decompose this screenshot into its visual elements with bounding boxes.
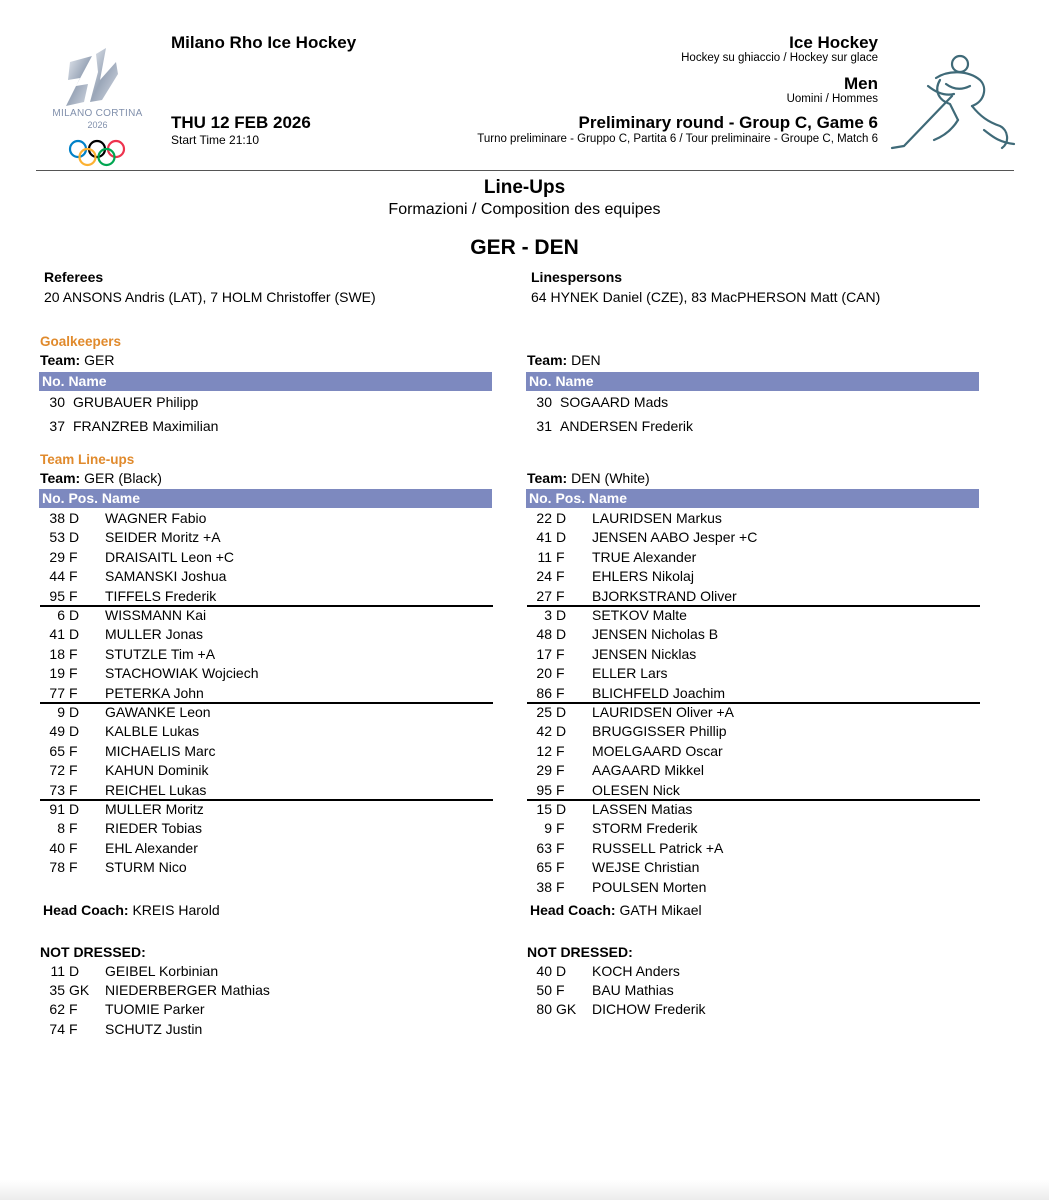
not-dressed-row [40, 962, 493, 981]
player-row [40, 684, 493, 703]
player-number: 95 [536, 781, 552, 798]
player-number: 35 [49, 982, 65, 999]
player-name: JENSEN AABO Jesper +C [592, 529, 758, 546]
sport-title: Ice Hockey [789, 33, 878, 52]
team-value: DEN [571, 352, 601, 368]
player-number: 12 [536, 742, 552, 759]
player-number: 53 [49, 529, 65, 546]
player-position: F [69, 645, 78, 662]
player-row [40, 528, 493, 547]
logo-year: 2026 [87, 120, 108, 130]
player-name: SEIDER Moritz +A [105, 529, 221, 546]
player-number: 95 [49, 587, 65, 604]
player-number: 17 [536, 645, 552, 662]
player-position: F [556, 762, 565, 779]
page-bottom-shadow [0, 1180, 1049, 1200]
player-number: 31 [536, 418, 552, 434]
player-row [527, 684, 980, 703]
player-name: RUSSELL Patrick +A [592, 839, 724, 856]
player-number: 48 [536, 626, 552, 643]
player-name: DICHOW Frederik [592, 1001, 706, 1018]
ger-not-dressed-list [40, 962, 493, 1042]
team-lineups-section-label: Team Line-ups [40, 452, 135, 467]
player-row [40, 645, 493, 664]
ice-hockey-pictogram [888, 50, 1018, 155]
player-position: F [69, 1001, 78, 1018]
ger-head-coach [43, 902, 220, 918]
team-label: Team: [527, 470, 568, 486]
player-position: GK [556, 1001, 577, 1018]
player-number: 37 [49, 418, 65, 434]
team-value: GER [84, 352, 115, 368]
olympic-rings-icon [70, 141, 124, 165]
player-number: 29 [536, 762, 552, 779]
player-name: LASSEN Matias [592, 801, 693, 817]
player-name: AAGAARD Mikkel [592, 762, 705, 779]
player-row [527, 664, 980, 683]
player-position: D [556, 963, 567, 979]
player-number: 77 [49, 684, 65, 701]
player-row [527, 800, 980, 819]
player-name: TIFFELS Frederik [105, 587, 217, 604]
player-number: 40 [536, 963, 552, 979]
start-time: Start Time 21:10 [171, 133, 260, 147]
head-coach-name: KREIS Harold [132, 902, 220, 918]
team-label: Team: [40, 352, 81, 368]
player-position: D [69, 723, 80, 740]
player-name: KAHUN Dominik [105, 762, 209, 779]
player-name: TRUE Alexander [592, 548, 697, 565]
player-name: STACHOWIAK Wojciech [105, 665, 259, 682]
player-name: EHL Alexander [105, 839, 198, 856]
goalkeepers-section-label: Goalkeepers [40, 334, 122, 349]
head-coach-label: Head Coach: [530, 902, 616, 918]
player-position: F [69, 684, 78, 701]
player-name: REICHEL Lukas [105, 781, 207, 798]
player-name: BLICHFELD Joachim [592, 684, 726, 701]
player-position: F [556, 859, 565, 876]
player-position: D [69, 607, 80, 623]
player-name: ELLER Lars [592, 665, 668, 682]
player-number: 72 [49, 762, 65, 779]
player-number: 41 [49, 626, 65, 643]
referees-label: Referees [44, 269, 104, 285]
player-position: F [556, 665, 565, 682]
player-row [527, 858, 980, 877]
player-name: JENSEN Nicholas B [592, 626, 719, 643]
player-position: F [69, 568, 78, 585]
player-number: 91 [49, 801, 65, 817]
player-row [40, 548, 493, 567]
player-number: 86 [536, 684, 552, 701]
player-number: 20 [536, 665, 552, 682]
player-position: D [69, 626, 80, 643]
team-value: GER (Black) [84, 470, 162, 486]
head-coach-name: GATH Mikael [619, 902, 702, 918]
header-divider [36, 170, 1014, 171]
player-number: 73 [49, 781, 65, 798]
player-name: STORM Frederik [592, 820, 698, 837]
player-row [527, 587, 980, 606]
player-name: RIEDER Tobias [105, 820, 203, 837]
round-subtitle: Turno preliminare - Gruppo C, Partita 6 / Tour preliminaire - Groupe C, Match 6 [477, 133, 878, 145]
player-position: GK [69, 982, 90, 999]
player-row [527, 548, 980, 567]
player-name: SOGAARD Mads [560, 394, 669, 410]
player-row [527, 645, 980, 664]
player-name: OLESEN Nick [592, 781, 680, 798]
ger-lineup-header: No. Pos. Name [39, 489, 492, 508]
team-label: Team: [527, 352, 568, 368]
player-name: WAGNER Fabio [105, 510, 207, 526]
player-position: F [556, 982, 565, 999]
gender-title: Men [844, 74, 878, 93]
player-position: F [556, 878, 565, 895]
player-number: 11 [537, 548, 552, 565]
player-position: D [69, 529, 80, 546]
logo-text: MILANO CORTINA [52, 108, 143, 119]
player-row [40, 800, 493, 819]
player-position: F [69, 548, 78, 565]
player-position: D [69, 963, 80, 979]
player-row [527, 567, 980, 586]
player-position: F [556, 839, 565, 856]
player-name: STURM Nico [105, 859, 187, 876]
player-name: WEJSE Christian [592, 859, 700, 876]
player-position: F [556, 742, 565, 759]
player-row [527, 509, 980, 528]
player-position: F [69, 587, 78, 604]
ger-goalkeepers-list [40, 393, 493, 443]
player-position: D [556, 801, 567, 817]
player-row [40, 858, 493, 877]
player-name: NIEDERBERGER Mathias [105, 982, 270, 999]
player-row [40, 509, 493, 528]
player-number: 11 [50, 963, 65, 979]
player-number: 63 [536, 839, 552, 856]
player-position: D [556, 723, 567, 740]
player-position: F [556, 645, 565, 662]
match-title: GER - DEN [470, 236, 579, 259]
player-number: 65 [49, 742, 65, 759]
den-lineup-header: No. Pos. Name [526, 489, 979, 508]
player-name: KALBLE Lukas [105, 723, 200, 740]
player-row [527, 878, 980, 897]
player-position: F [556, 820, 565, 837]
player-number: 50 [536, 982, 552, 999]
page-title: Line-Ups [483, 177, 566, 198]
head-coach-label: Head Coach: [43, 902, 129, 918]
player-name: JENSEN Nicklas [592, 645, 697, 662]
player-name: DRAISAITL Leon +C [105, 548, 235, 565]
player-row [40, 839, 493, 858]
player-position: D [69, 801, 80, 817]
player-number: 30 [536, 394, 552, 410]
player-number: 49 [49, 723, 65, 740]
round-title: Preliminary round - Group C, Game 6 [578, 113, 878, 132]
not-dressed-row [40, 981, 493, 1000]
team-value: DEN (White) [571, 470, 650, 486]
not-dressed-row [527, 1000, 980, 1019]
player-number: 62 [49, 1001, 65, 1018]
player-position: F [69, 1020, 78, 1037]
player-number: 65 [536, 859, 552, 876]
player-number: 27 [536, 587, 552, 604]
player-number: 22 [536, 510, 552, 526]
player-row [40, 722, 493, 741]
player-number: 78 [49, 859, 65, 876]
ger-not-dressed-label: NOT DRESSED: [40, 944, 146, 960]
player-position: F [556, 587, 565, 604]
linespersons-label: Linespersons [531, 269, 623, 285]
den-lineup-team [527, 470, 650, 486]
not-dressed-row [40, 1000, 493, 1019]
player-row [40, 761, 493, 780]
player-number: 6 [57, 607, 65, 623]
player-name: MOELGAARD Oscar [592, 742, 723, 759]
match-date: THU 12 FEB 2026 [171, 113, 311, 132]
player-position: D [556, 529, 567, 546]
player-position: F [556, 568, 565, 585]
player-number: 30 [49, 394, 65, 410]
games-emblem-icon [40, 40, 155, 170]
ger-lineup-team [40, 470, 162, 486]
player-name: LAURIDSEN Oliver +A [592, 704, 734, 720]
player-name: MICHAELIS Marc [105, 742, 216, 759]
player-row [527, 781, 980, 800]
player-position: F [556, 684, 565, 701]
player-name: TUOMIE Parker [105, 1001, 205, 1018]
player-position: D [556, 626, 567, 643]
player-position: F [69, 820, 78, 837]
den-goalkeepers-team [527, 352, 601, 368]
player-row [527, 742, 980, 761]
player-number: 9 [57, 704, 65, 720]
den-head-coach [530, 902, 702, 918]
den-lineup-table [527, 509, 980, 899]
linespersons-list: 64 HYNEK Daniel (CZE), 83 MacPHERSON Matt (CAN) [531, 289, 881, 305]
gender-subtitle: Uomini / Hommes [786, 93, 878, 105]
player-position: F [556, 781, 565, 798]
player-position: F [556, 548, 565, 565]
sport-subtitle: Hockey su ghiaccio / Hockey sur glace [681, 52, 878, 64]
player-name: GRUBAUER Philipp [73, 394, 199, 410]
player-number: 15 [536, 801, 552, 817]
page-subtitle: Formazioni / Composition des equipes [388, 201, 661, 218]
player-row [40, 567, 493, 586]
player-row [40, 625, 493, 644]
player-name: SETKOV Malte [592, 607, 687, 623]
not-dressed-row [527, 962, 980, 981]
player-name: PETERKA John [105, 684, 204, 701]
ger-goalkeepers-header: No. Name [39, 372, 492, 391]
player-number: 18 [49, 645, 65, 662]
player-row [40, 587, 493, 606]
player-row [527, 819, 980, 838]
player-row [40, 781, 493, 800]
player-name: STUTZLE Tim +A [105, 645, 216, 662]
player-row [40, 606, 493, 625]
venue-name: Milano Rho Ice Hockey [171, 33, 357, 52]
player-number: 40 [49, 839, 65, 856]
player-name: FRANZREB Maximilian [73, 418, 219, 434]
player-name: SAMANSKI Joshua [105, 568, 227, 585]
player-position: D [556, 704, 567, 720]
player-number: 19 [49, 665, 65, 682]
player-number: 74 [49, 1020, 65, 1037]
goalkeeper-row [527, 393, 980, 412]
player-name: MULLER Jonas [105, 626, 204, 643]
player-position: D [556, 607, 567, 623]
player-name: GEIBEL Korbinian [105, 963, 219, 979]
player-row [527, 625, 980, 644]
goalkeeper-row [527, 417, 980, 436]
player-name: ANDERSEN Frederik [560, 418, 694, 434]
player-name: EHLERS Nikolaj [592, 568, 694, 585]
player-row [40, 819, 493, 838]
referees-list: 20 ANSONS Andris (LAT), 7 HOLM Christoffer (SWE) [44, 289, 376, 305]
player-number: 29 [49, 548, 65, 565]
player-position: D [69, 510, 80, 526]
team-label: Team: [40, 470, 81, 486]
milano-cortina-logo [40, 40, 155, 170]
player-name: WISSMANN Kai [105, 607, 207, 623]
player-position: D [556, 510, 567, 526]
goalkeeper-row [40, 393, 493, 412]
not-dressed-row [40, 1020, 493, 1039]
player-name: KOCH Anders [592, 963, 680, 979]
player-row [527, 606, 980, 625]
player-row [527, 839, 980, 858]
player-name: POULSEN Morten [592, 878, 707, 895]
player-position: D [69, 704, 80, 720]
player-number: 80 [536, 1001, 552, 1018]
not-dressed-row [527, 981, 980, 1000]
player-row [40, 664, 493, 683]
player-number: 38 [49, 510, 65, 526]
player-number: 41 [536, 529, 552, 546]
player-name: GAWANKE Leon [105, 704, 211, 720]
player-number: 42 [536, 723, 552, 740]
player-position: F [69, 762, 78, 779]
player-position: F [69, 839, 78, 856]
player-row [40, 742, 493, 761]
player-position: F [69, 781, 78, 798]
player-number: 24 [536, 568, 552, 585]
player-name: LAURIDSEN Markus [592, 510, 722, 526]
den-goalkeepers-header: No. Name [526, 372, 979, 391]
den-goalkeepers-list [527, 393, 980, 443]
player-number: 44 [49, 568, 65, 585]
hockey-player-icon [888, 50, 1018, 155]
player-number: 38 [536, 878, 552, 895]
player-row [527, 722, 980, 741]
player-name: BRUGGISSER Phillip [592, 723, 727, 740]
player-row [527, 528, 980, 547]
player-row [40, 703, 493, 722]
ger-lineup-table [40, 509, 493, 899]
player-row [527, 761, 980, 780]
player-number: 3 [544, 607, 552, 623]
goalkeeper-row [40, 417, 493, 436]
player-row [527, 703, 980, 722]
den-not-dressed-label: NOT DRESSED: [527, 944, 633, 960]
player-name: BAU Mathias [592, 982, 674, 999]
player-position: F [69, 665, 78, 682]
player-number: 8 [57, 820, 65, 837]
player-position: F [69, 859, 78, 876]
player-name: MULLER Moritz [105, 801, 204, 817]
player-number: 9 [544, 820, 552, 837]
den-not-dressed-list [527, 962, 980, 1042]
player-name: BJORKSTRAND Oliver [592, 587, 737, 604]
player-name: SCHUTZ Justin [105, 1020, 203, 1037]
ger-goalkeepers-team [40, 352, 114, 368]
player-position: F [69, 742, 78, 759]
player-number: 25 [536, 704, 552, 720]
